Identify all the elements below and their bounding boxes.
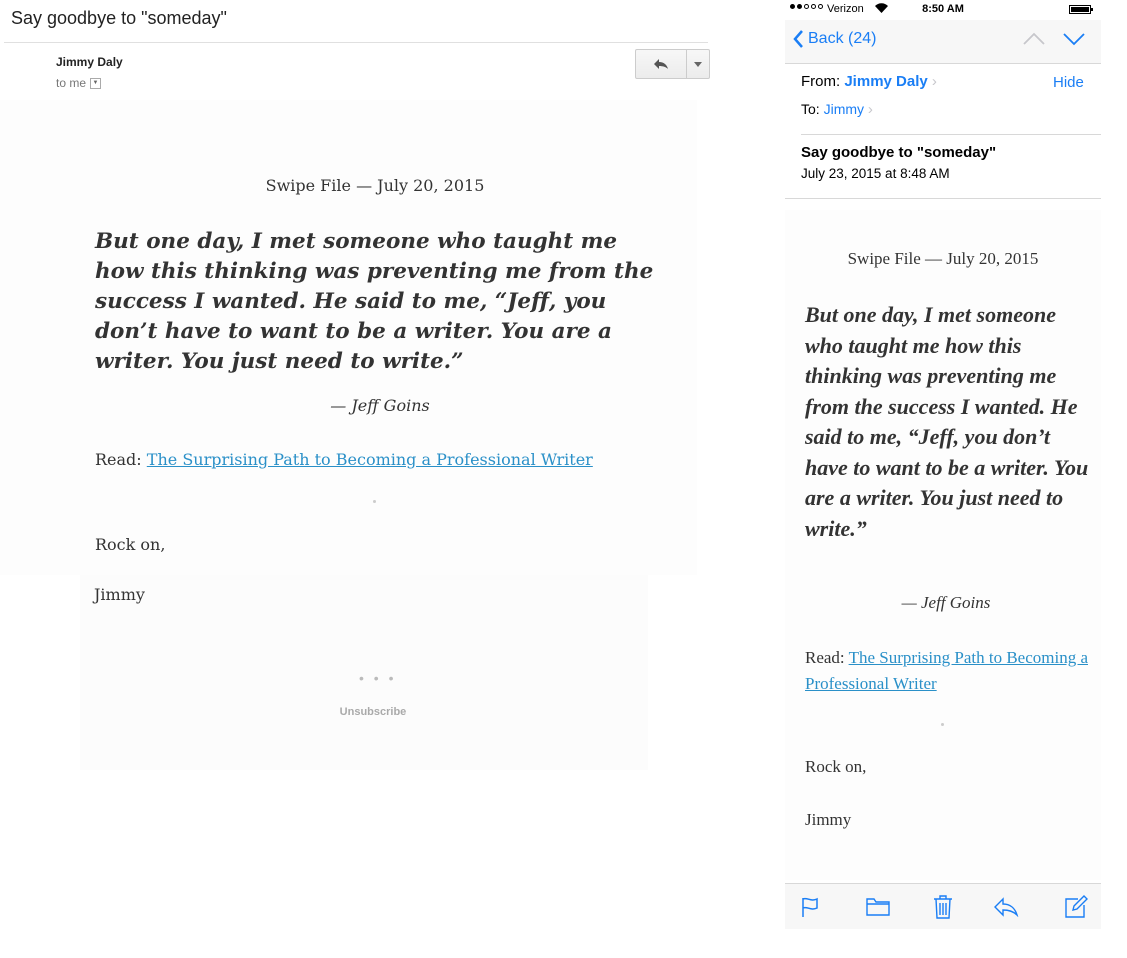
from-line (801, 73, 937, 90)
header-divider (4, 42, 708, 43)
reply-button-group (635, 49, 710, 77)
details-dropdown-icon[interactable]: ▼ (90, 78, 101, 89)
trimmed-content-ellipsis[interactable]: • • • (359, 670, 397, 686)
recipient-line (56, 76, 101, 90)
battery-icon (1069, 5, 1091, 14)
signature: Jimmy (805, 810, 852, 829)
header-divider (801, 134, 1101, 135)
chevron-left-icon (793, 30, 804, 48)
body-divider (785, 198, 1101, 199)
newsletter-heading: Swipe File — July 20, 2015 (265, 176, 485, 195)
read-line (805, 645, 1095, 697)
from-contact[interactable]: Jimmy Daly (844, 73, 928, 90)
separator-dot (373, 500, 376, 503)
chevron-up-icon (1023, 32, 1045, 46)
email-subject: Say goodbye to "someday" (801, 144, 997, 161)
reply-icon (653, 58, 669, 70)
chevron-down-icon (1063, 32, 1085, 46)
carrier-name: Verizon (827, 3, 864, 15)
quote-author: — Jeff Goins (330, 396, 430, 415)
status-bar (785, 0, 1101, 20)
back-label: Back (24) (808, 30, 877, 47)
to-me-label: to me (56, 76, 87, 90)
trash-icon (933, 895, 953, 919)
reply-icon (993, 897, 1019, 917)
unsubscribe-link[interactable]: Unsubscribe (339, 706, 407, 718)
chevron-down-icon (694, 62, 702, 67)
article-link[interactable]: The Surprising Path to Becoming a Professional Writer (146, 450, 593, 469)
reply-button[interactable] (635, 49, 687, 79)
navigation-bar (785, 20, 1101, 64)
read-label: Read: (805, 648, 849, 667)
signature: Jimmy (94, 585, 145, 604)
sender-name[interactable]: Jimmy Daly (56, 55, 123, 69)
folder-icon (866, 898, 890, 916)
quote-author: — Jeff Goins (901, 593, 991, 612)
trash-button[interactable] (930, 894, 956, 920)
more-options-button[interactable] (687, 49, 710, 79)
bottom-toolbar (785, 883, 1101, 929)
status-time: 8:50 AM (922, 3, 964, 15)
to-label: To: (801, 101, 824, 117)
flag-button[interactable] (797, 894, 823, 920)
read-line (95, 450, 593, 469)
previous-message-button[interactable] (1023, 32, 1045, 51)
compose-button[interactable] (1063, 894, 1089, 920)
hide-details-button[interactable]: Hide (1053, 74, 1084, 91)
signoff: Rock on, (805, 757, 867, 776)
article-link[interactable]: The Surprising Path to Becoming a Professional Writer (805, 648, 1088, 693)
newsletter-heading: Swipe File — July 20, 2015 (847, 249, 1039, 268)
back-button[interactable] (793, 30, 876, 48)
compose-icon (1064, 895, 1088, 919)
separator-dot (941, 723, 944, 726)
featured-quote: But one day, I met someone who taught me how this thinking was preventing me from the success I wanted. He said to me, “Jeff, you don’t have to want to be a writer. You are a writer. You just need to write.” (95, 229, 654, 374)
reply-button[interactable] (993, 894, 1019, 920)
from-label: From: (801, 73, 845, 90)
to-line (801, 101, 873, 118)
email-date: July 23, 2015 at 8:48 AM (801, 166, 950, 181)
next-message-button[interactable] (1063, 32, 1085, 51)
chevron-right-icon: › (867, 101, 873, 118)
email-subject: Say goodbye to "someday" (11, 8, 227, 28)
signoff: Rock on, (95, 535, 166, 554)
to-contact[interactable]: Jimmy (823, 101, 865, 117)
flag-icon (800, 896, 820, 918)
featured-quote: But one day, I met someone who taught me how this thinking was preventing me from the success I wanted. He said to me, “Jeff, you don’t have to want to be a writer. You are a writer. You just need to write.” (805, 302, 1089, 541)
mobile-email-view (785, 0, 1101, 928)
read-label: Read: (95, 450, 147, 469)
chevron-right-icon: › (931, 73, 937, 90)
move-to-folder-button[interactable] (865, 894, 891, 920)
